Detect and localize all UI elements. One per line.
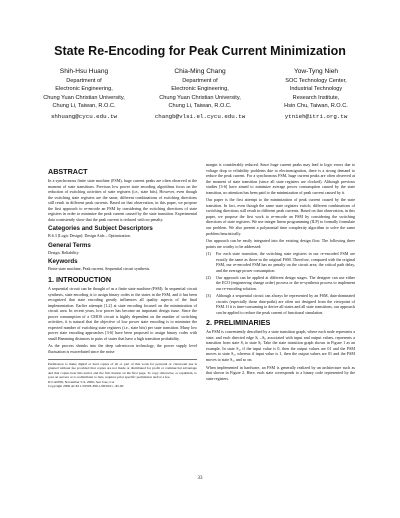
author-location: Chung Li, Taiwan, R.O.C. xyxy=(52,103,116,110)
introduction-paragraph: As the process shrinks into the deep sub-micron technology, the power supply level fluctuation is exacerbated since the noise xyxy=(48,343,197,355)
author-name: Yow-Tyng Nieh xyxy=(293,68,339,75)
general-terms-text: Design, Reliability. xyxy=(48,249,80,255)
author-affiliation: Chung Yuan Christian University, xyxy=(159,94,241,101)
introduction-paragraph: A sequential circuit can be thought of as a finite state machine (FSM). In sequential circuit synthesis, state encoding is to assign binary codes to the states in the FSM, and it has been recognized that state encoding greatly influences all quality aspects of the final implementation. Earlier attempts [1,2] at state encoding focused on the minimization of circuit area. In recent years, low power has become an important design issue. Since the power consumption of a CMOS circuit is highly dependent on the number of switching activities, it is natural that the objective of low power state encoding is to minimize the expected number of switching state registers (i.e., state bits) per state transition. Many low power state encoding approaches [3-6] have been proposed to assign binary codes with small Hamming distances to pairs of states that have a high transition probability. xyxy=(48,286,197,341)
paper-title: State Re-Encoding for Peak Current Minimization xyxy=(54,44,346,58)
author-affiliation: SOC Technology Center, xyxy=(285,77,347,84)
copyright-notice: Copyright 2006 ACM 1-59593-389-1/06/0011...$5.00 xyxy=(48,384,124,389)
list-text: Our approach can be applied at different design stages. The designer can use either the ECO (engineering change order) process or the re-synthesis process to implement our re-encoding solution. xyxy=(216,274,355,291)
abstract-heading: ABSTRACT xyxy=(48,167,88,176)
introduction-heading: 1. INTRODUCTION xyxy=(48,275,112,285)
preliminaries-heading: 2. PRELIMINARIES xyxy=(206,318,271,328)
left-column xyxy=(48,164,197,389)
author-affiliation: Electronic Engineering, xyxy=(171,86,229,93)
author-affiliation: Research Institute, xyxy=(292,94,340,101)
list-text: Although a sequential circuit can always be represented by an FSM, data-dominated circuits (especially those data-paths) are often not designed from the viewpoint of FSM. If it is time-consuming to derive all states and all state transitions, our approach can be applied to reduce the peak current of functional simulation. xyxy=(216,293,355,315)
list-number: (3) xyxy=(206,293,211,299)
author-2 xyxy=(144,68,256,122)
right-column xyxy=(206,162,355,383)
author-1 xyxy=(28,68,140,122)
page-number: 33 xyxy=(197,476,203,481)
categories-heading: Categories and Subject Descriptors xyxy=(48,225,153,233)
author-affiliation: Department of xyxy=(66,77,102,84)
list-item xyxy=(206,251,355,273)
list-number: (1) xyxy=(206,251,211,257)
body-paragraph: margin is considerably reduced. Since huge current peaks may lead to logic errors due to voltage drop or reliability problems due to electromigration, there is a strong demand to reduce the peak current. For a synchronous FSM, huge current peaks are often observed at the moment of state transition (since all state registers are clocked). Although previous studies [3-6] have aimed to minimize average power consumption caused by the state transition, no attention has been paid to the minimization of peak current caused by it. xyxy=(206,162,355,195)
permission-notice: Permission to make digital or hard copies of all or part of this work for personal or classroom use is granted without fee provided that copies are not made or distributed for profit or commercial advantage and that copies bear this notice and the full citation on the first page. To copy otherwise, or republish, to post on servers or to redistribute to lists, requires prior specific permission and/or a fee. xyxy=(48,361,197,380)
body-paragraph: An FSM is conveniently described by a state transition graph, where each node represents a state, and each directed edge Sᵢ→Sⱼ, associated with input and output values, represents a transition from state Sᵢ to state Sⱼ. Take the state transition graph shown in Figure 1 as an example. In state S₁, if the input value is 0, then the output values are 01 and the FSM moves to state S₂, whereas if input value is 1, then the output values are 01 and the FSM moves to state S₃, and so on. xyxy=(206,329,355,362)
list-item xyxy=(206,293,355,315)
author-affiliation: Department of xyxy=(182,77,218,84)
copyright-footnote xyxy=(48,359,197,389)
author-affiliation: Chung Yuan Christian University, xyxy=(43,94,125,101)
keywords-heading: Keywords xyxy=(48,258,78,266)
author-3 xyxy=(260,68,372,122)
keywords-text: Finite state machine, Peak current, Sequential circuit synthesis. xyxy=(48,266,151,272)
author-location: Hsin Chu, Taiwan, R.O.C. xyxy=(284,103,348,110)
author-email: shhuang@cycu.edu.tw xyxy=(50,112,118,120)
author-affiliation: Electronic Engineering, xyxy=(55,86,113,93)
list-text: For each state transition, the switching state registers in our re-encoded FSM are exactly the same as those in the original FSM. Therefore, compared with the original FSM, our re-encoded FSM has no penalty on the circuit area, the critical path delay, and the average power consumption. xyxy=(216,251,355,273)
body-paragraph: Our paper is the first attempt to the minimization of peak current caused by the state transition. In fact, even though the same state registers switch, different combinations of switching directions still result in different peak currents. Based on that observation, in this paper, we propose the first work to re-encode an FSM by considering the switching directions of state registers. We use integer linear programming (ILP) to formally formulate our problem. We also present a polynomial time complexity algorithm to solve the same problem heuristically. xyxy=(206,197,355,236)
author-block xyxy=(28,68,372,122)
abstract-text: In a synchronous finite state machine (FSM), huge current peaks are often observed at the moment of state transitions. Previous low power state encoding algorithms focus on the reduction of switching activities of state registers (i.e., state bits). However, even though the switching state registers are the same, different combinations of switching directions still result in different peak currents. Based on that observation, in this paper, we propose the first approach to re-encode an FSM by considering the switching directions of state registers in order to minimize the peak current caused by the state transition. Experimental data consistently show that the peak current is reduced with no penalty. xyxy=(48,178,197,222)
author-location: Chung Li, Taiwan, R.O.C. xyxy=(168,103,232,110)
body-paragraph: When implemented in hardware, an FSM is generally realized by an architecture such as that shown in Figure 2. Here, each state corresponds to a binary code represented by the state registers. xyxy=(206,364,355,381)
conference-info: ICCAD'06, November 5-9, 2006, San Jose, CA xyxy=(48,379,115,384)
categories-text: B.6.3 [Logic Design]: Design Aids – Optimization. xyxy=(48,233,131,239)
author-name: Chia-Ming Chang xyxy=(174,68,226,75)
body-paragraph: Our approach can be easily integrated into the existing design flow. The following three points are worthy to be addressed: xyxy=(206,238,355,249)
numbered-list xyxy=(206,251,355,315)
general-terms-heading: General Terms xyxy=(48,241,91,249)
author-affiliation: Industrial Technology xyxy=(289,86,343,93)
list-number: (2) xyxy=(206,274,211,280)
list-item xyxy=(206,275,355,292)
author-name: Shih-Hsu Huang xyxy=(59,68,109,75)
author-email: changb@vlsi.el.cycu.edu.tw xyxy=(154,112,246,120)
author-email: ytnieh@itri.org.tw xyxy=(284,112,348,120)
